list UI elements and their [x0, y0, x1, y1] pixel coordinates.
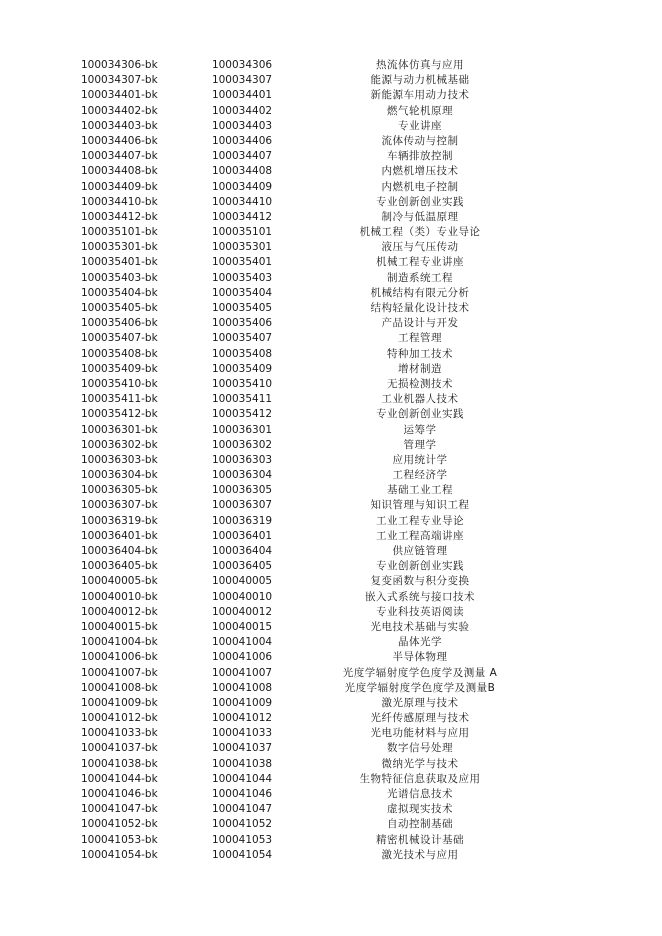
table-row	[0, 423, 662, 438]
course-name-cell: 工程管理	[398, 332, 442, 345]
course-id-cell: 100035406	[211, 317, 273, 330]
table-row	[0, 726, 662, 741]
course-id-cell: 100041006	[211, 651, 273, 664]
course-code-cell: 100036302-bk	[81, 438, 158, 451]
course-id-cell: 100035405	[211, 302, 273, 314]
course-code-cell: 100034408-bk	[81, 165, 158, 178]
course-name-cell: 机械工程专业讲座	[376, 256, 464, 269]
course-name-cell: 基础工业工程	[387, 484, 453, 497]
table-row	[0, 225, 662, 240]
course-code-cell: 100035408-bk	[81, 347, 158, 360]
course-name-cell: 光度学辐射度学色度学及测量 A	[342, 666, 498, 679]
course-name-cell: 制造系统工程	[387, 271, 453, 284]
course-code-cell: 100035411-bk	[81, 393, 158, 406]
table-row	[0, 73, 662, 88]
course-id-cell: 100036404	[211, 545, 273, 557]
table-row	[0, 711, 662, 726]
course-code-cell: 100036305-bk	[81, 484, 158, 497]
course-code-cell: 100034403-bk	[81, 119, 158, 132]
course-code-cell: 100035405-bk	[81, 302, 158, 314]
course-name-cell: 专业科技英语阅读	[376, 605, 464, 618]
table-row	[0, 316, 662, 331]
course-id-cell: 100041052	[211, 818, 273, 831]
course-code-cell: 100041053-bk	[81, 833, 158, 846]
course-id-cell: 100041053	[211, 833, 273, 846]
table-row	[0, 286, 662, 301]
course-name-cell: 专业创新创业实践	[376, 408, 464, 421]
course-name-cell: 制冷与低温原理	[381, 210, 459, 223]
table-row	[0, 255, 662, 270]
table-row	[0, 149, 662, 164]
course-code-cell: 100034410-bk	[81, 195, 158, 208]
course-id-cell: 100041038	[211, 757, 273, 770]
table-row	[0, 240, 662, 255]
table-row	[0, 331, 662, 346]
table-row	[0, 757, 662, 772]
course-id-cell: 100035410	[211, 377, 273, 390]
course-code-cell: 100035407-bk	[81, 332, 158, 345]
course-name-cell: 工业工程高端讲座	[376, 529, 464, 542]
course-code-cell: 100041033-bk	[81, 727, 158, 740]
course-name-cell: 工业机器人技术	[381, 393, 459, 406]
course-name-cell: 流体传动与控制	[381, 134, 459, 147]
course-code-cell: 100034406-bk	[81, 134, 158, 147]
course-id-cell: 100035101	[211, 226, 273, 239]
course-name-cell: 内燃机电子控制	[381, 180, 459, 193]
table-row	[0, 392, 662, 407]
course-id-cell: 100034408	[211, 165, 273, 178]
course-id-cell: 100040005	[211, 575, 273, 588]
course-id-cell: 100035401	[211, 256, 273, 269]
course-name-cell: 无损检测技术	[387, 377, 453, 390]
course-id-cell: 100034401	[211, 89, 273, 102]
course-name-cell: 数字信号处理	[387, 742, 453, 755]
course-id-cell: 100041046	[211, 788, 273, 800]
course-code-cell: 100040005-bk	[81, 575, 158, 588]
course-code-cell: 100041044-bk	[81, 772, 158, 785]
table-row	[0, 119, 662, 134]
course-name-cell: 结构轻量化设计技术	[370, 302, 470, 314]
course-code-cell: 100040010-bk	[81, 590, 158, 603]
course-name-cell: 新能源车用动力技术	[370, 89, 470, 102]
course-id-cell: 100040012	[211, 605, 273, 618]
course-id-cell: 100035408	[211, 347, 273, 360]
course-code-cell: 100035401-bk	[81, 256, 158, 269]
course-id-cell: 100041009	[211, 696, 273, 709]
course-code-cell: 100036405-bk	[81, 560, 158, 573]
course-code-cell: 100041004-bk	[81, 636, 158, 649]
course-name-cell: 专业讲座	[398, 119, 442, 132]
course-id-cell: 100041047	[211, 803, 273, 816]
course-code-cell: 100034306-bk	[81, 59, 158, 71]
course-code-cell: 100036304-bk	[81, 469, 158, 482]
course-id-cell: 100040015	[211, 620, 273, 633]
course-id-cell: 100036401	[211, 529, 273, 542]
course-code-cell: 100034402-bk	[81, 104, 158, 117]
table-row	[0, 529, 662, 544]
table-row	[0, 453, 662, 468]
table-row	[0, 681, 662, 696]
course-name-cell: 虚拟现实技术	[387, 803, 453, 816]
course-id-cell: 100036305	[211, 484, 273, 497]
course-code-cell: 100035410-bk	[81, 377, 158, 390]
table-row	[0, 88, 662, 103]
table-row	[0, 58, 662, 73]
course-code-cell: 100036404-bk	[81, 545, 158, 557]
course-code-cell: 100036301-bk	[81, 423, 158, 436]
course-id-cell: 100041044	[211, 772, 273, 785]
table-row	[0, 483, 662, 498]
course-code-cell: 100040015-bk	[81, 620, 158, 633]
course-code-cell: 100036307-bk	[81, 499, 158, 512]
course-name-cell: 工程经济学	[392, 469, 448, 482]
course-id-cell: 100036307	[211, 499, 273, 512]
course-code-cell: 100041052-bk	[81, 818, 158, 831]
course-name-cell: 激光技术与应用	[381, 848, 459, 861]
course-code-cell: 100036401-bk	[81, 529, 158, 542]
table-row	[0, 104, 662, 119]
course-name-cell: 光电技术基础与实验	[370, 620, 470, 633]
course-code-cell: 100041038-bk	[81, 757, 158, 770]
course-code-cell: 100035404-bk	[81, 286, 158, 299]
table-row	[0, 180, 662, 195]
course-code-cell: 100034409-bk	[81, 180, 158, 193]
course-name-cell: 机械结构有限元分析	[370, 286, 470, 299]
course-name-cell: 生物特征信息获取及应用	[359, 772, 481, 785]
course-name-cell: 热流体仿真与应用	[376, 59, 464, 71]
course-name-cell: 光电功能材料与应用	[370, 727, 470, 740]
table-row	[0, 164, 662, 179]
course-id-cell: 100036319	[211, 514, 273, 527]
course-code-cell: 100041009-bk	[81, 696, 158, 709]
course-code-cell: 100035409-bk	[81, 362, 158, 375]
course-name-cell: 自动控制基础	[387, 818, 453, 831]
table-row	[0, 301, 662, 316]
course-code-cell: 100041037-bk	[81, 742, 158, 755]
table-row	[0, 620, 662, 635]
course-id-cell: 100040010	[211, 590, 273, 603]
table-row	[0, 514, 662, 529]
table-row	[0, 635, 662, 650]
course-code-cell: 100041006-bk	[81, 651, 158, 664]
course-name-cell: 精密机械设计基础	[376, 833, 464, 846]
table-row	[0, 817, 662, 832]
course-name-cell: 光谱信息技术	[387, 788, 453, 800]
course-id-cell: 100035409	[211, 362, 273, 375]
course-code-cell: 100041054-bk	[81, 848, 158, 861]
course-code-cell: 100035403-bk	[81, 271, 158, 284]
course-code-cell: 100034401-bk	[81, 89, 158, 102]
course-id-cell: 100035403	[211, 271, 273, 284]
table-row	[0, 347, 662, 362]
course-name-cell: 管理学	[403, 438, 437, 451]
course-id-cell: 100036303	[211, 453, 273, 466]
course-name-cell: 专业创新创业实践	[376, 195, 464, 208]
course-code-cell: 100035406-bk	[81, 317, 158, 330]
course-code-cell: 100041008-bk	[81, 681, 158, 694]
table-row	[0, 544, 662, 559]
course-name-cell: 知识管理与知识工程	[370, 499, 470, 512]
table-row	[0, 666, 662, 681]
course-id-cell: 100034406	[211, 134, 273, 147]
course-id-cell: 100041033	[211, 727, 273, 740]
course-table	[0, 58, 662, 863]
table-row	[0, 802, 662, 817]
course-name-cell: 复变函数与积分变换	[370, 575, 470, 588]
course-code-cell: 100035301-bk	[81, 241, 158, 254]
course-id-cell: 100034412	[211, 210, 273, 223]
table-row	[0, 787, 662, 802]
table-row	[0, 559, 662, 574]
course-id-cell: 100035301	[211, 241, 273, 254]
course-name-cell: 燃气轮机原理	[387, 104, 453, 117]
course-id-cell: 100034403	[211, 119, 273, 132]
course-name-cell: 特种加工技术	[387, 347, 453, 360]
course-id-cell: 100036301	[211, 423, 273, 436]
course-id-cell: 100034402	[211, 104, 273, 117]
course-name-cell: 供应链管理	[392, 545, 448, 557]
course-id-cell: 100034407	[211, 150, 273, 163]
course-code-cell: 100041012-bk	[81, 712, 158, 725]
table-row	[0, 362, 662, 377]
table-row	[0, 605, 662, 620]
course-code-cell: 100041007-bk	[81, 666, 158, 679]
course-id-cell: 100034307	[211, 74, 273, 87]
table-row	[0, 574, 662, 589]
course-code-cell: 100034412-bk	[81, 210, 158, 223]
course-name-cell: 车辆排放控制	[387, 150, 453, 163]
course-name-cell: 晶体光学	[398, 636, 442, 649]
course-code-cell: 100035101-bk	[81, 226, 158, 239]
course-code-cell: 100041046-bk	[81, 788, 158, 800]
course-name-cell: 光纤传感原理与技术	[370, 712, 470, 725]
table-row	[0, 498, 662, 513]
course-name-cell: 光度学辐射度学色度学及测量B	[344, 681, 496, 694]
course-name-cell: 产品设计与开发	[381, 317, 459, 330]
course-code-cell: 100040012-bk	[81, 605, 158, 618]
course-id-cell: 100035407	[211, 332, 273, 345]
course-id-cell: 100041007	[211, 666, 273, 679]
table-row	[0, 271, 662, 286]
course-name-cell: 微纳光学与技术	[381, 757, 459, 770]
table-row	[0, 438, 662, 453]
course-id-cell: 100041004	[211, 636, 273, 649]
course-id-cell: 100034409	[211, 180, 273, 193]
table-row	[0, 696, 662, 711]
course-name-cell: 液压与气压传动	[381, 241, 459, 254]
course-name-cell: 半导体物理	[392, 651, 448, 664]
course-name-cell: 激光原理与技术	[381, 696, 459, 709]
table-row	[0, 833, 662, 848]
course-id-cell: 100041054	[211, 848, 273, 861]
course-id-cell: 100035412	[211, 408, 273, 421]
course-name-cell: 增材制造	[398, 362, 442, 375]
course-name-cell: 能源与动力机械基础	[370, 74, 470, 87]
table-row	[0, 772, 662, 787]
table-row	[0, 650, 662, 665]
course-id-cell: 100035411	[211, 393, 273, 406]
table-row	[0, 741, 662, 756]
course-name-cell: 机械工程（类）专业导论	[359, 226, 481, 239]
course-id-cell: 100041012	[211, 712, 273, 725]
table-row	[0, 210, 662, 225]
table-row	[0, 134, 662, 149]
course-name-cell: 内燃机增压技术	[381, 165, 459, 178]
course-id-cell: 100034410	[211, 195, 273, 208]
course-name-cell: 工业工程专业导论	[376, 514, 464, 527]
course-name-cell: 专业创新创业实践	[376, 560, 464, 573]
course-id-cell: 100036304	[211, 469, 273, 482]
course-id-cell: 100036302	[211, 438, 273, 451]
course-code-cell: 100034407-bk	[81, 150, 158, 163]
course-code-cell: 100034307-bk	[81, 74, 158, 87]
course-id-cell: 100036405	[211, 560, 273, 573]
course-name-cell: 应用统计学	[392, 453, 448, 466]
course-id-cell: 100041037	[211, 742, 273, 755]
course-code-cell: 100035412-bk	[81, 408, 158, 421]
course-code-cell: 100041047-bk	[81, 803, 158, 816]
course-name-cell: 运筹学	[403, 423, 437, 436]
table-row	[0, 195, 662, 210]
course-code-cell: 100036319-bk	[81, 514, 158, 527]
course-name-cell: 嵌入式系统与接口技术	[365, 590, 475, 603]
table-row	[0, 468, 662, 483]
course-id-cell: 100034306	[211, 59, 273, 71]
table-row	[0, 848, 662, 863]
table-row	[0, 407, 662, 422]
table-row	[0, 590, 662, 605]
course-id-cell: 100041008	[211, 681, 273, 694]
course-code-cell: 100036303-bk	[81, 453, 158, 466]
course-id-cell: 100035404	[211, 286, 273, 299]
table-row	[0, 377, 662, 392]
